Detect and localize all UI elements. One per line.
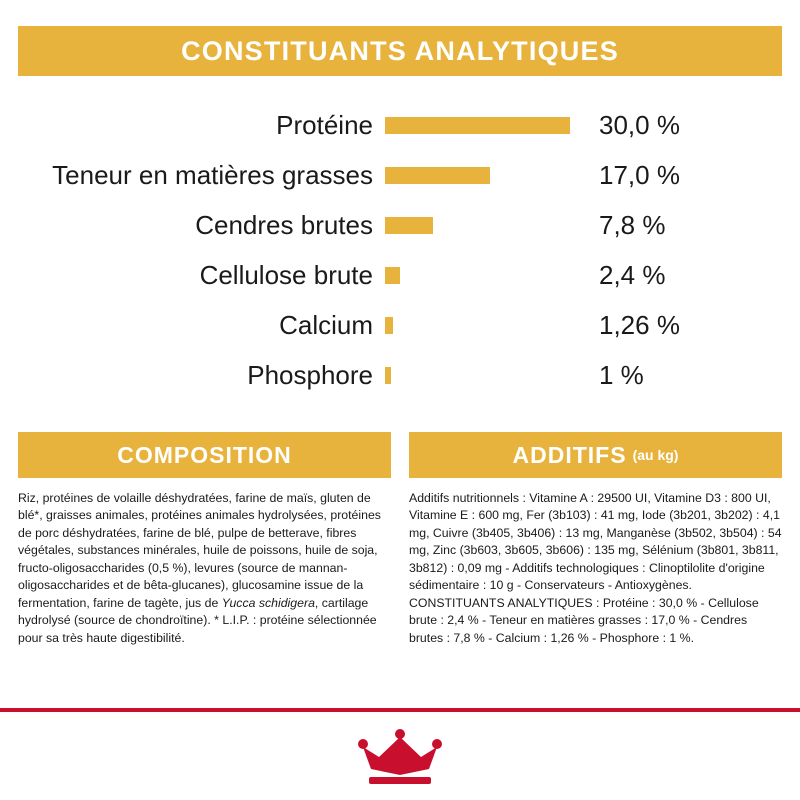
constituent-label: Calcium <box>279 309 373 340</box>
additives-column <box>409 432 782 647</box>
constituent-label: Cellulose brute <box>199 259 373 290</box>
constituent-row <box>0 250 800 300</box>
composition-column <box>18 432 391 647</box>
constituent-bar <box>385 317 393 334</box>
constituent-label: Protéine <box>276 109 373 140</box>
constituent-row <box>0 200 800 250</box>
additives-heading-sub: (au kg) <box>632 447 679 463</box>
constituent-row <box>0 150 800 200</box>
composition-body <box>18 490 391 647</box>
constituent-bar-track <box>385 167 585 184</box>
constituent-bar <box>385 117 570 134</box>
constituent-bar <box>385 267 400 284</box>
constituent-bar-track <box>385 117 585 134</box>
additives-header <box>409 432 782 478</box>
royal-canin-crown-logo <box>357 729 443 794</box>
constituent-row <box>0 100 800 150</box>
constituent-bar <box>385 167 490 184</box>
constituent-bar <box>385 217 433 234</box>
composition-text-part1: Riz, protéines de volaille déshydratées, farine de maïs, gluten de blé*, graisses animales, protéines animales hydrolysées, protéines de porc déshydratées, farine de blé, pulpe de betterave, fibres végétales, substances minérales, huile de poissons, huile de soja, fructo-oligosaccharides (0,5 %), levures (source de mannan-oligosaccharides et de bêta-glucanes), glucosamine issue de la fermentation, farine de tagète, jus de <box>18 491 381 610</box>
constituent-row <box>0 300 800 350</box>
constituent-bar-track <box>385 267 585 284</box>
analytical-constituents-banner <box>18 26 782 76</box>
constituent-value: 17,0 % <box>599 159 680 190</box>
analytical-constituents-chart <box>0 100 800 400</box>
constituent-value: 2,4 % <box>599 259 666 290</box>
constituent-value: 30,0 % <box>599 109 680 140</box>
constituent-bar-track <box>385 317 585 334</box>
constituent-row <box>0 350 800 400</box>
footer-band <box>0 708 800 800</box>
additives-heading: ADDITIFS <box>512 441 627 468</box>
constituent-value: 7,8 % <box>599 209 666 240</box>
composition-text-part2: , cartilage hydrolysé (source de chondroïtine). * L.I.P. : protéine sélectionnée pour sa très haute digestibilité. <box>18 595 377 645</box>
additives-body: Additifs nutritionnels : Vitamine A : 29500 UI, Vitamine D3 : 800 UI, Vitamine E : 600 mg, Fer (3b103) : 41 mg, Iode (3b201, 3b202) : 4,1 mg, Cuivre (3b405, 3b406) : 13 mg, Manganèse (3b502, 3b504) : 54 mg, Zinc (3b603, 3b605, 3b606) : 135 mg, Sélénium (3b801, 3b811, 3b812) : 0,09 mg - Additifs technologiques : Clinoptilolite d'origine sédimentaire : 10 g - Conservateurs - Antioxygènes. CONSTITUANTS ANALYTIQUES : Protéine : 30,0 % - Cellulose brute : 2,4 % - Teneur en matières grasses : 17,0 % - Cendres brutes : 7,8 % - Calcium : 1,26 % - Phosphore : 1 %. <box>409 491 782 645</box>
constituent-bar-track <box>385 217 585 234</box>
constituent-label: Cendres brutes <box>195 209 373 240</box>
details-columns <box>18 432 782 647</box>
composition-header <box>18 432 391 478</box>
banner-title: CONSTITUANTS ANALYTIQUES <box>181 35 619 66</box>
constituent-bar-track <box>385 367 585 384</box>
constituent-label: Teneur en matières grasses <box>52 159 373 190</box>
constituent-label: Phosphore <box>247 359 373 390</box>
constituent-value: 1 % <box>599 359 644 390</box>
composition-heading: COMPOSITION <box>117 441 292 468</box>
composition-italic-term: Yucca schidigera <box>221 595 315 610</box>
constituent-value: 1,26 % <box>599 309 680 340</box>
constituent-bar <box>385 367 391 384</box>
